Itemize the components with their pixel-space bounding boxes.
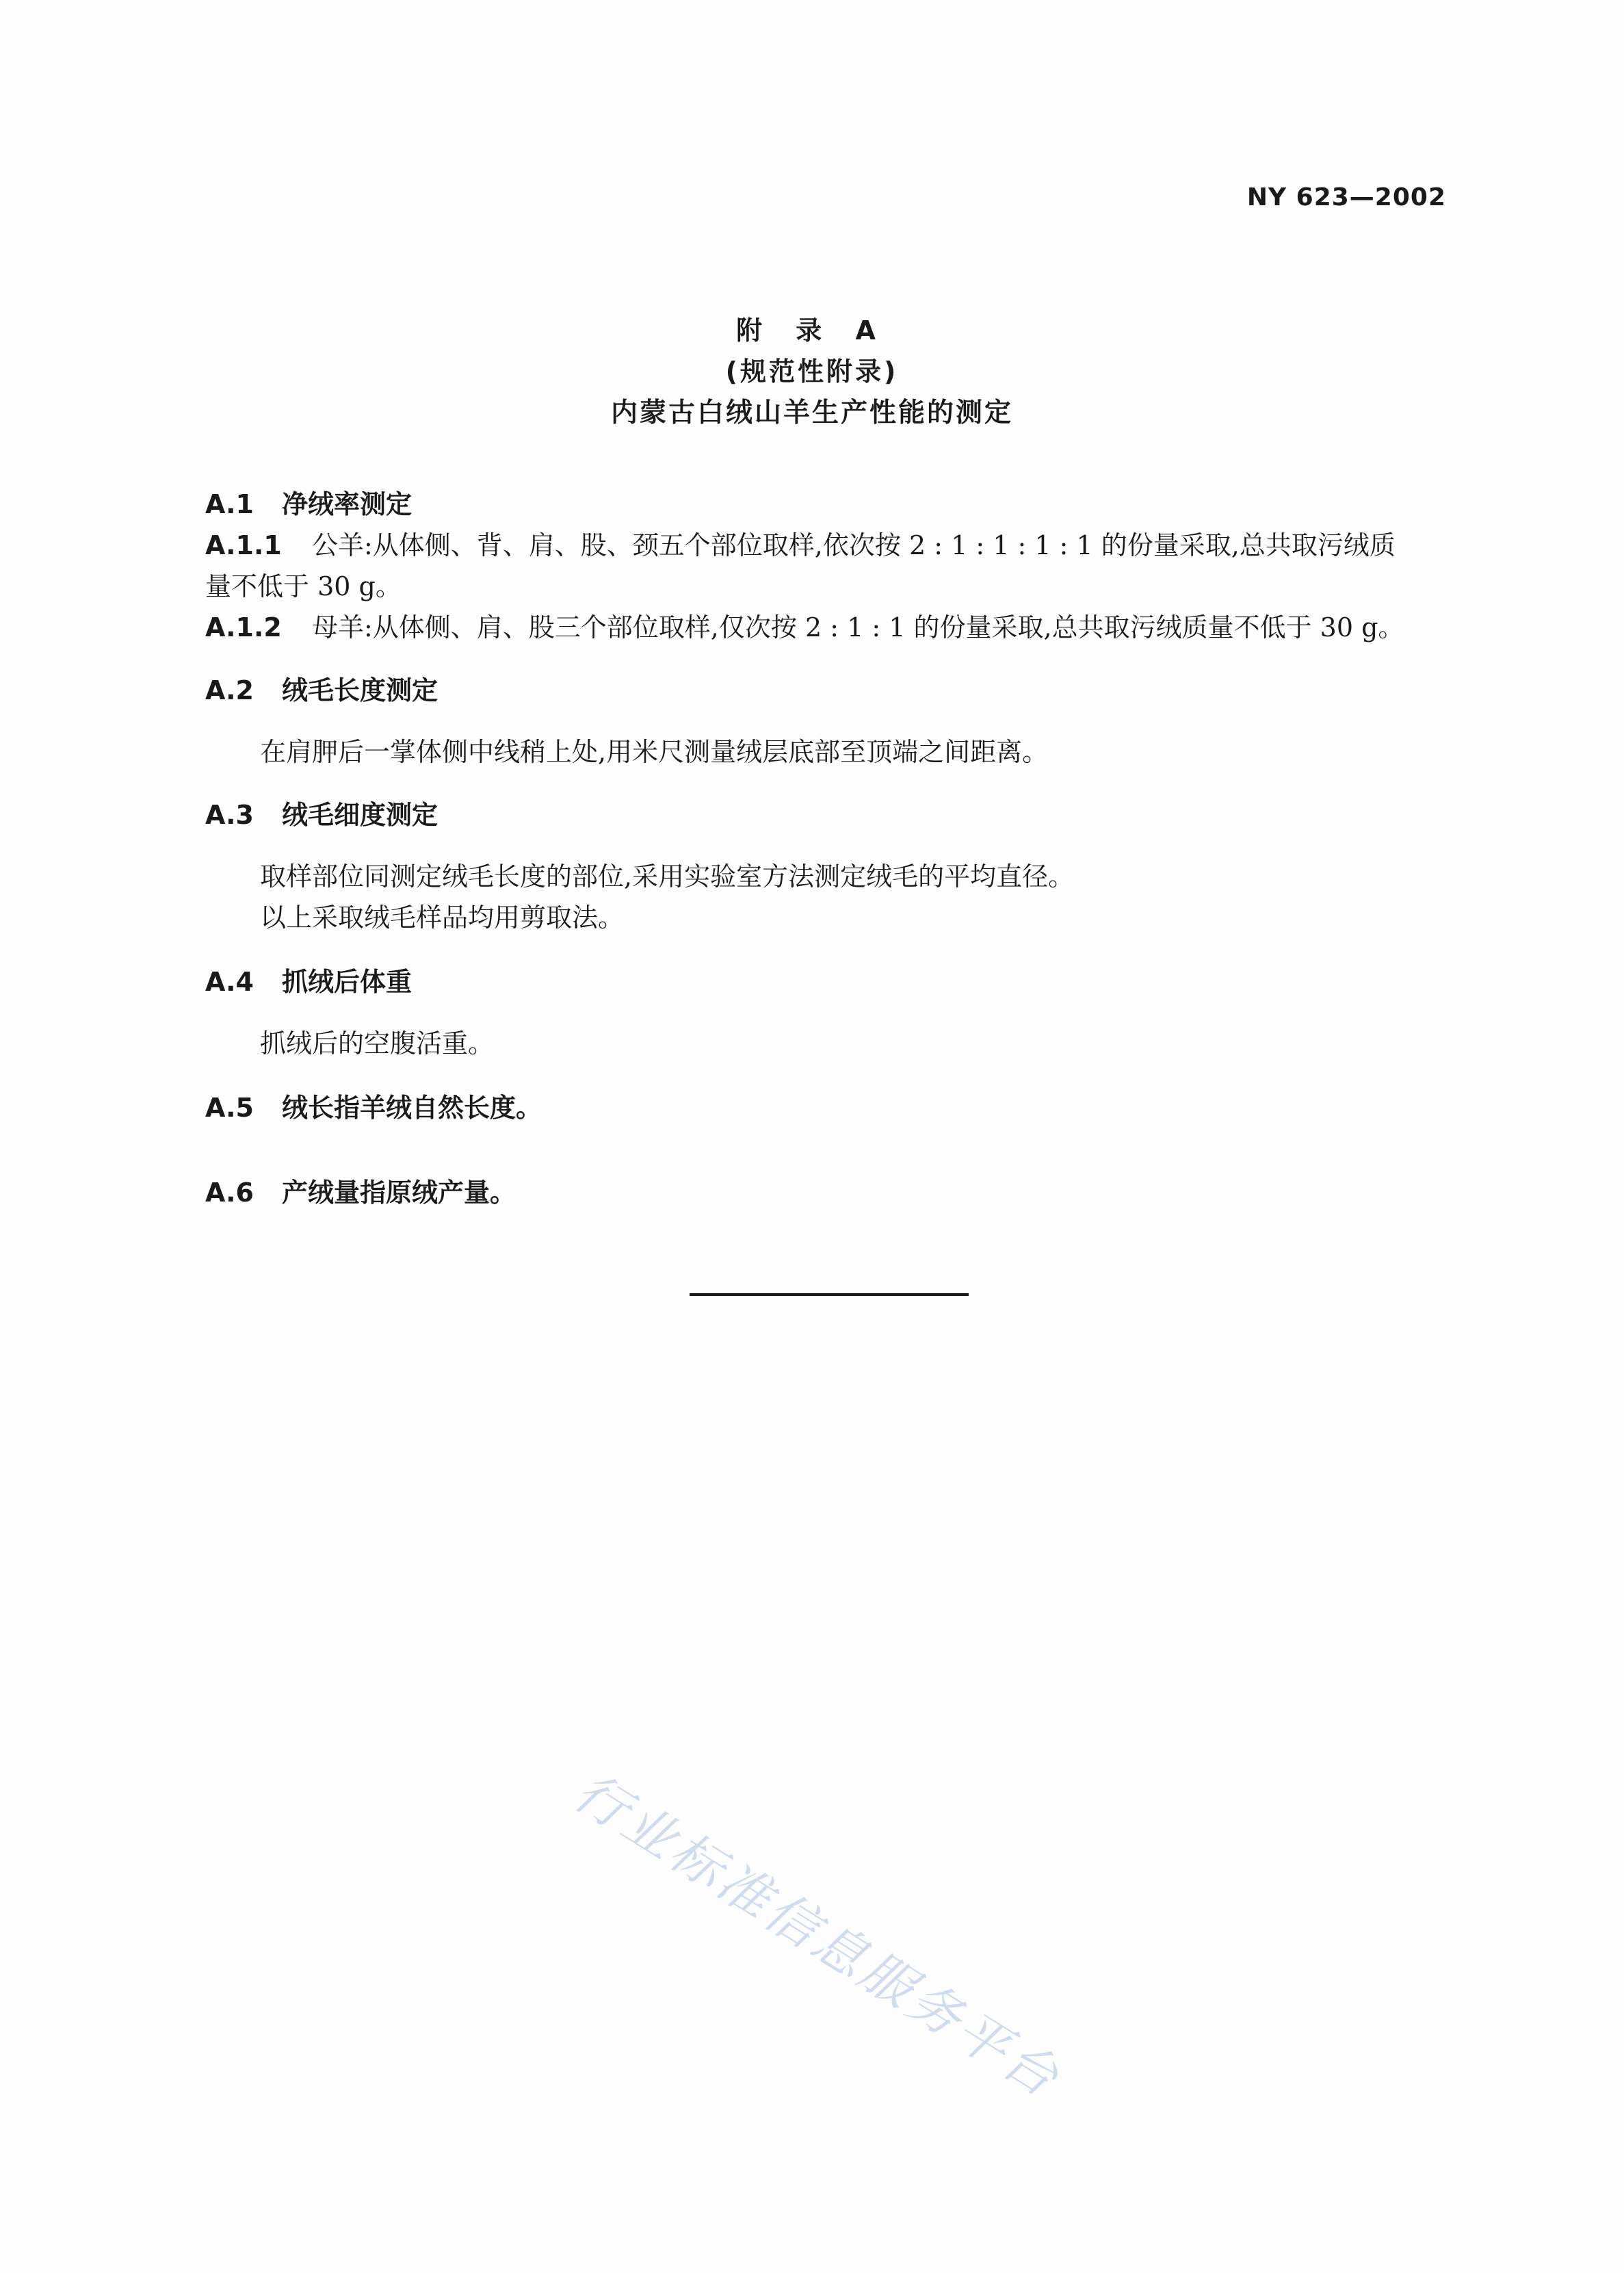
clause-text-continued: 量不低于 30 g。 — [205, 571, 402, 601]
appendix-title: 内蒙古白绒山羊生产性能的测定 — [610, 398, 1013, 428]
section-number: A.5 — [205, 1093, 254, 1123]
section-a3-body: 取样部位同测定绒毛长度的部位,采用实验室方法测定绒毛的平均直径。 — [260, 861, 1075, 892]
section-a4 — [205, 961, 412, 998]
section-number: A.4 — [205, 967, 254, 997]
watermark: 行业标准信息服务平台 — [564, 1761, 1072, 2110]
section-heading: 产绒量指原绒产量。 — [282, 1178, 516, 1208]
section-a3 — [205, 794, 438, 831]
document-code: NY 623—2002 — [1246, 183, 1446, 211]
section-heading: 抓绒后体重 — [282, 967, 412, 997]
section-a5 — [205, 1087, 542, 1124]
section-number: A.6 — [205, 1178, 254, 1208]
clause-number: A.1.1 — [205, 530, 282, 560]
clause-a11 — [205, 524, 1396, 562]
section-a4-body: 抓绒后的空腹活重。 — [260, 1028, 495, 1058]
section-a6 — [205, 1171, 516, 1209]
appendix-label: 附 录 A — [736, 315, 888, 346]
section-a2 — [205, 669, 438, 707]
section-a1 — [205, 483, 412, 521]
section-heading: 净绒率测定 — [282, 489, 412, 519]
section-a2-body: 在肩胛后一掌体侧中线稍上处,用米尺测量绒层底部至顶端之间距离。 — [260, 737, 1049, 767]
end-rule — [690, 1293, 969, 1296]
clause-text: 母羊:从体侧、肩、股三个部位取样,仅次按 2 : 1 : 1 的份量采取,总共取污绒质量不低于 30 g。 — [312, 612, 1404, 642]
section-heading: 绒毛细度测定 — [282, 800, 438, 830]
clause-number: A.1.2 — [205, 612, 282, 642]
section-number: A.3 — [205, 800, 254, 830]
clause-text: 公羊:从体侧、背、肩、股、颈五个部位取样,依次按 2 : 1 : 1 : 1 : 1 的份量采取,总共取污绒质 — [312, 530, 1396, 560]
section-number: A.1 — [205, 489, 254, 519]
clause-a12 — [205, 606, 1404, 644]
clause-a11-continued — [205, 565, 402, 603]
section-number: A.2 — [205, 675, 254, 705]
section-a3-note: 以上采取绒毛样品均用剪取法。 — [260, 902, 625, 933]
appendix-type: (规范性附录) — [725, 356, 899, 387]
section-heading: 绒长指羊绒自然长度。 — [282, 1093, 542, 1123]
section-heading: 绒毛长度测定 — [282, 675, 438, 705]
